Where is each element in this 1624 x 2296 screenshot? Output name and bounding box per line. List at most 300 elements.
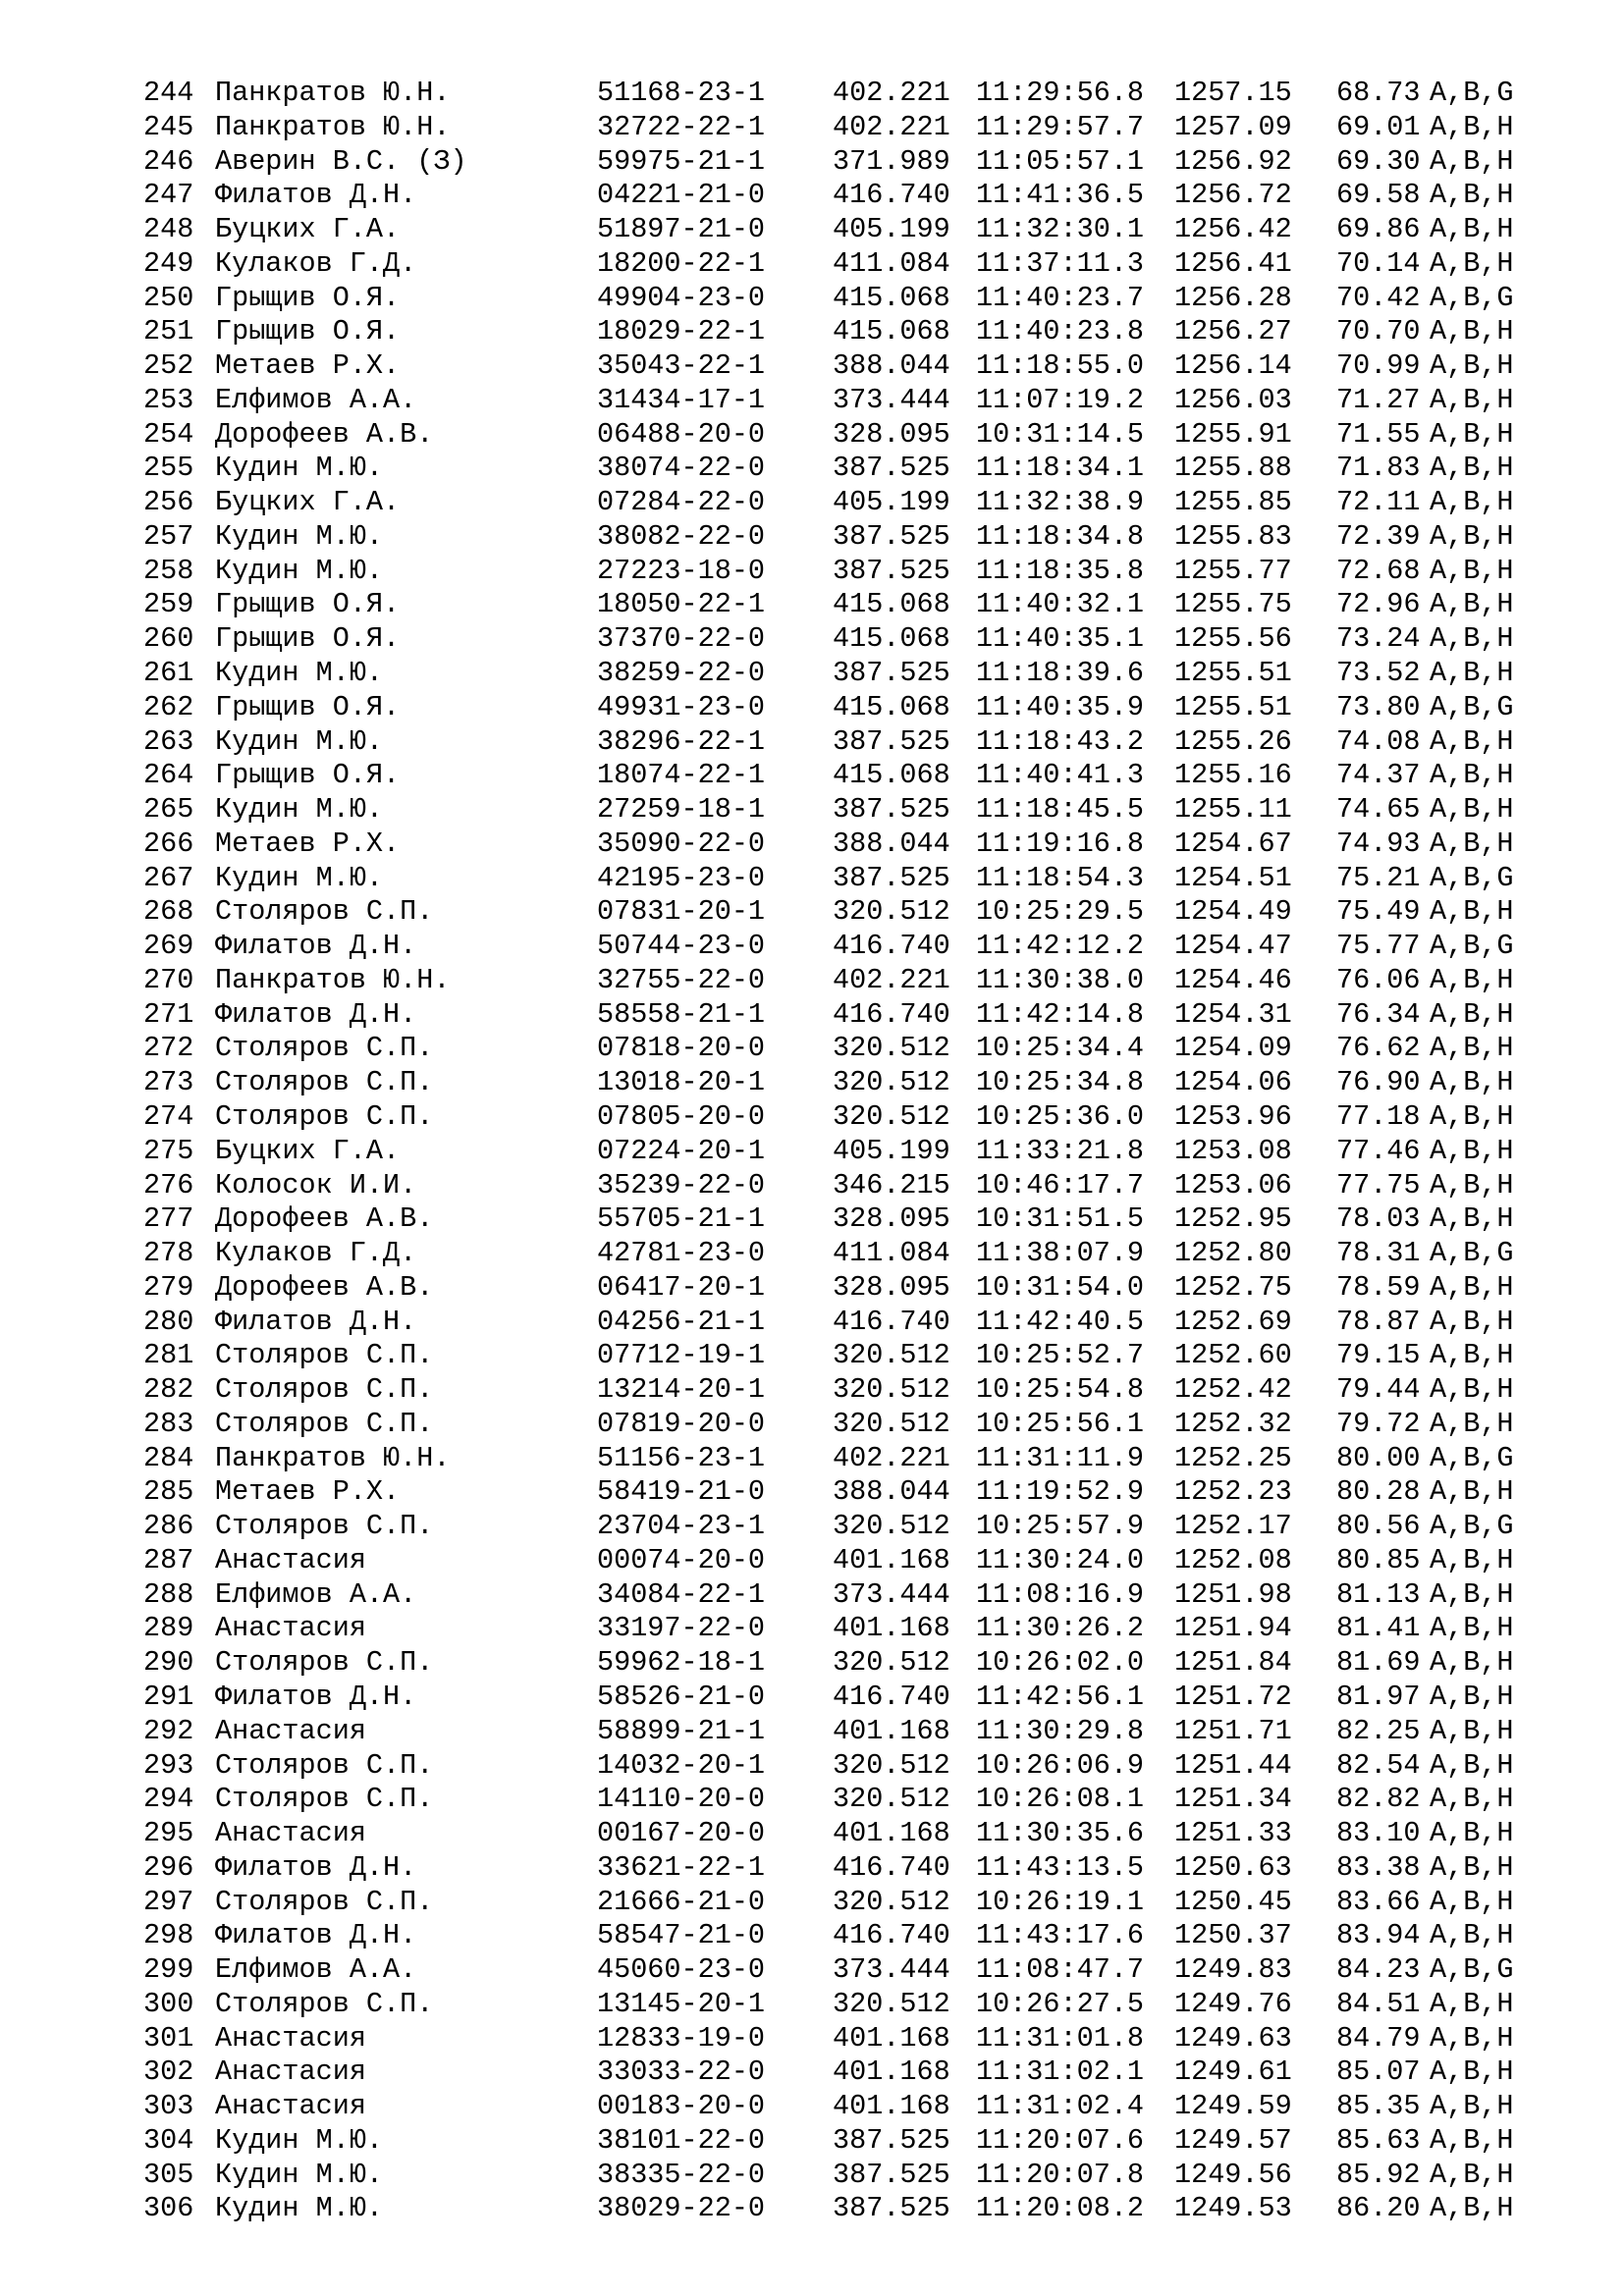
percent: 72.68	[1336, 554, 1421, 587]
categories: A,B,H	[1430, 1987, 1514, 2020]
ring-number: 38082-22-0	[597, 519, 766, 553]
fancier-name: Филатов Д.Н.	[215, 1680, 417, 1713]
distance: 402.221	[833, 77, 950, 109]
fancier-name: Анастасия	[215, 2056, 366, 2089]
fancier-name: Филатов Д.Н.	[215, 930, 417, 963]
categories: A,B,H	[1430, 2090, 1514, 2123]
percent: 75.49	[1336, 895, 1421, 929]
arrival-time: 11:18:34.8	[976, 519, 1145, 553]
categories: A,B,H	[1430, 1817, 1514, 1850]
fancier-name: Кудин М.Ю.	[215, 2192, 384, 2225]
arrival-time: 10:26:02.0	[976, 1646, 1145, 1680]
speed: 1252.80	[1174, 1237, 1292, 1270]
arrival-time: 11:32:38.9	[976, 486, 1145, 519]
distance: 320.512	[833, 1339, 950, 1372]
fancier-name: Дорофеев А.В.	[215, 1270, 434, 1304]
distance: 387.525	[833, 519, 950, 553]
percent: 80.28	[1336, 1475, 1421, 1509]
place-number: 294	[143, 1783, 194, 1816]
speed: 1256.92	[1174, 144, 1292, 178]
ring-number: 38029-22-0	[597, 2192, 766, 2225]
categories: A,B,H	[1430, 1680, 1514, 1713]
ring-number: 32755-22-0	[597, 963, 766, 996]
result-row	[143, 2124, 1538, 2159]
speed: 1252.69	[1174, 1305, 1292, 1338]
distance: 402.221	[833, 1441, 950, 1474]
fancier-name: Анастасия	[215, 1543, 366, 1576]
ring-number: 59975-21-1	[597, 144, 766, 178]
distance: 387.525	[833, 657, 950, 690]
place-number: 256	[143, 486, 194, 519]
categories: A,B,H	[1430, 2123, 1514, 2157]
speed: 1255.91	[1174, 417, 1292, 451]
place-number: 282	[143, 1373, 194, 1407]
speed: 1256.41	[1174, 246, 1292, 280]
ring-number: 55705-21-1	[597, 1202, 766, 1236]
place-number: 254	[143, 417, 194, 451]
ring-number: 14032-20-1	[597, 1748, 766, 1782]
result-row	[143, 1612, 1538, 1646]
distance: 373.444	[833, 383, 950, 416]
arrival-time: 11:18:55.0	[976, 349, 1145, 383]
categories: A,B,H	[1430, 1168, 1514, 1201]
percent: 78.59	[1336, 1270, 1421, 1304]
ring-number: 35239-22-0	[597, 1168, 766, 1201]
distance: 320.512	[833, 1407, 950, 1440]
distance: 328.095	[833, 417, 950, 451]
ring-number: 07224-20-1	[597, 1134, 766, 1167]
speed: 1250.45	[1174, 1885, 1292, 1918]
distance: 320.512	[833, 1783, 950, 1816]
fancier-name: Столяров С.П.	[215, 1987, 434, 2020]
categories: A,B,H	[1430, 2192, 1514, 2225]
fancier-name: Метаев Р.Х.	[215, 1475, 401, 1509]
percent: 69.30	[1336, 144, 1421, 178]
fancier-name: Метаев Р.Х.	[215, 827, 401, 860]
place-number: 291	[143, 1680, 194, 1713]
categories: A,B,H	[1430, 1714, 1514, 1747]
categories: A,B,G	[1430, 1237, 1514, 1270]
distance: 402.221	[833, 963, 950, 996]
fancier-name: Буцких Г.А.	[215, 486, 401, 519]
categories: A,B,H	[1430, 1099, 1514, 1133]
place-number: 266	[143, 827, 194, 860]
result-row	[143, 111, 1538, 145]
arrival-time: 11:40:35.9	[976, 690, 1145, 723]
fancier-name: Грыщив О.Я.	[215, 315, 401, 348]
distance: 405.199	[833, 213, 950, 246]
fancier-name: Метаев Р.Х.	[215, 349, 401, 383]
fancier-name: Столяров С.П.	[215, 1646, 434, 1680]
fancier-name: Елфимов А.А.	[215, 383, 417, 416]
ring-number: 33621-22-1	[597, 1850, 766, 1884]
arrival-time: 10:25:52.7	[976, 1339, 1145, 1372]
distance: 401.168	[833, 1612, 950, 1645]
categories: A,B,H	[1430, 315, 1514, 348]
arrival-time: 11:30:24.0	[976, 1543, 1145, 1576]
speed: 1253.06	[1174, 1168, 1292, 1201]
categories: A,B,H	[1430, 452, 1514, 485]
percent: 85.92	[1336, 2158, 1421, 2191]
categories: A,B,H	[1430, 622, 1514, 656]
categories: A,B,G	[1430, 1441, 1514, 1474]
percent: 81.13	[1336, 1577, 1421, 1611]
arrival-time: 11:37:11.3	[976, 246, 1145, 280]
result-row	[143, 1339, 1538, 1373]
result-row	[143, 793, 1538, 828]
ring-number: 38296-22-1	[597, 724, 766, 758]
categories: A,B,H	[1430, 1270, 1514, 1304]
result-row	[143, 315, 1538, 349]
speed: 1252.17	[1174, 1510, 1292, 1543]
result-row	[143, 657, 1538, 691]
arrival-time: 10:25:56.1	[976, 1407, 1145, 1440]
percent: 73.80	[1336, 690, 1421, 723]
arrival-time: 10:26:27.5	[976, 1987, 1145, 2020]
speed: 1255.51	[1174, 657, 1292, 690]
arrival-time: 10:25:34.4	[976, 1032, 1145, 1065]
percent: 79.72	[1336, 1407, 1421, 1440]
speed: 1255.16	[1174, 759, 1292, 792]
ring-number: 07818-20-0	[597, 1032, 766, 1065]
arrival-time: 11:30:38.0	[976, 963, 1145, 996]
fancier-name: Кудин М.Ю.	[215, 657, 384, 690]
percent: 83.94	[1336, 1919, 1421, 1952]
speed: 1252.42	[1174, 1373, 1292, 1407]
percent: 75.77	[1336, 930, 1421, 963]
categories: A,B,H	[1430, 1202, 1514, 1236]
arrival-time: 11:40:35.1	[976, 622, 1145, 656]
arrival-time: 11:08:47.7	[976, 1953, 1145, 1987]
place-number: 263	[143, 724, 194, 758]
speed: 1249.57	[1174, 2123, 1292, 2157]
fancier-name: Кулаков Г.Д.	[215, 1237, 417, 1270]
speed: 1255.77	[1174, 554, 1292, 587]
fancier-name: Анастасия	[215, 2021, 366, 2055]
ring-number: 13214-20-1	[597, 1373, 766, 1407]
percent: 81.41	[1336, 1612, 1421, 1645]
ring-number: 06488-20-0	[597, 417, 766, 451]
percent: 74.93	[1336, 827, 1421, 860]
place-number: 260	[143, 622, 194, 656]
categories: A,B,H	[1430, 657, 1514, 690]
place-number: 303	[143, 2090, 194, 2123]
categories: A,B,H	[1430, 1850, 1514, 1884]
result-row	[143, 77, 1538, 111]
place-number: 281	[143, 1339, 194, 1372]
ring-number: 35090-22-0	[597, 827, 766, 860]
distance: 405.199	[833, 1134, 950, 1167]
result-row	[143, 2159, 1538, 2193]
ring-number: 59962-18-1	[597, 1646, 766, 1680]
percent: 76.90	[1336, 1066, 1421, 1099]
place-number: 295	[143, 1817, 194, 1850]
speed: 1255.88	[1174, 452, 1292, 485]
arrival-time: 11:31:01.8	[976, 2021, 1145, 2055]
ring-number: 12833-19-0	[597, 2021, 766, 2055]
distance: 373.444	[833, 1953, 950, 1987]
fancier-name: Столяров С.П.	[215, 1099, 434, 1133]
arrival-time: 11:18:39.6	[976, 657, 1145, 690]
percent: 82.25	[1336, 1714, 1421, 1747]
ring-number: 58558-21-1	[597, 997, 766, 1031]
speed: 1249.53	[1174, 2192, 1292, 2225]
categories: A,B,H	[1430, 1373, 1514, 1407]
result-row	[143, 1373, 1538, 1408]
distance: 415.068	[833, 759, 950, 792]
categories: A,B,H	[1430, 179, 1514, 212]
percent: 76.62	[1336, 1032, 1421, 1065]
categories: A,B,H	[1430, 349, 1514, 383]
fancier-name: Столяров С.П.	[215, 1032, 434, 1065]
place-number: 274	[143, 1099, 194, 1133]
arrival-time: 11:18:45.5	[976, 793, 1145, 827]
percent: 71.83	[1336, 452, 1421, 485]
percent: 74.65	[1336, 793, 1421, 827]
place-number: 247	[143, 179, 194, 212]
categories: A,B,H	[1430, 827, 1514, 860]
fancier-name: Аверин В.С. (З)	[215, 144, 467, 178]
result-row	[143, 1237, 1538, 1271]
place-number: 285	[143, 1475, 194, 1509]
result-row	[143, 1475, 1538, 1510]
fancier-name: Дорофеев А.В.	[215, 417, 434, 451]
ring-number: 50744-23-0	[597, 930, 766, 963]
result-row	[143, 828, 1538, 862]
arrival-time: 11:18:43.2	[976, 724, 1145, 758]
fancier-name: Столяров С.П.	[215, 1783, 434, 1816]
fancier-name: Кудин М.Ю.	[215, 724, 384, 758]
ring-number: 33033-22-0	[597, 2056, 766, 2089]
speed: 1250.37	[1174, 1919, 1292, 1952]
distance: 416.740	[833, 930, 950, 963]
arrival-time: 10:25:57.9	[976, 1510, 1145, 1543]
place-number: 264	[143, 759, 194, 792]
speed: 1255.83	[1174, 519, 1292, 553]
percent: 68.73	[1336, 77, 1421, 109]
place-number: 284	[143, 1441, 194, 1474]
categories: A,B,H	[1430, 895, 1514, 929]
ring-number: 18050-22-1	[597, 588, 766, 621]
place-number: 270	[143, 963, 194, 996]
result-row	[143, 759, 1538, 793]
categories: A,B,H	[1430, 417, 1514, 451]
arrival-time: 11:29:57.7	[976, 110, 1145, 143]
arrival-time: 11:08:16.9	[976, 1577, 1145, 1611]
arrival-time: 11:19:16.8	[976, 827, 1145, 860]
result-row	[143, 1169, 1538, 1203]
speed: 1252.60	[1174, 1339, 1292, 1372]
arrival-time: 11:31:11.9	[976, 1441, 1145, 1474]
categories: A,B,G	[1430, 690, 1514, 723]
fancier-name: Кудин М.Ю.	[215, 793, 384, 827]
categories: A,B,H	[1430, 1646, 1514, 1680]
result-row	[143, 1032, 1538, 1066]
result-row	[143, 1919, 1538, 1953]
ring-number: 07284-22-0	[597, 486, 766, 519]
fancier-name: Кулаков Г.Д.	[215, 246, 417, 280]
result-row	[143, 930, 1538, 964]
place-number: 298	[143, 1919, 194, 1952]
arrival-time: 11:40:32.1	[976, 588, 1145, 621]
result-row	[143, 555, 1538, 589]
result-row	[143, 282, 1538, 316]
categories: A,B,H	[1430, 963, 1514, 996]
arrival-time: 11:18:54.3	[976, 861, 1145, 894]
distance: 416.740	[833, 179, 950, 212]
place-number: 290	[143, 1646, 194, 1680]
result-row	[143, 2090, 1538, 2124]
place-number: 277	[143, 1202, 194, 1236]
percent: 85.07	[1336, 2056, 1421, 2089]
percent: 74.08	[1336, 724, 1421, 758]
arrival-time: 11:42:56.1	[976, 1680, 1145, 1713]
distance: 371.989	[833, 144, 950, 178]
ring-number: 04221-21-0	[597, 179, 766, 212]
fancier-name: Панкратов Ю.Н.	[215, 77, 451, 109]
arrival-time: 11:42:40.5	[976, 1305, 1145, 1338]
distance: 388.044	[833, 349, 950, 383]
distance: 416.740	[833, 1305, 950, 1338]
fancier-name: Анастасия	[215, 2090, 366, 2123]
result-row	[143, 1135, 1538, 1169]
ring-number: 42781-23-0	[597, 1237, 766, 1270]
arrival-time: 11:31:02.4	[976, 2090, 1145, 2123]
ring-number: 13145-20-1	[597, 1987, 766, 2020]
categories: A,B,H	[1430, 213, 1514, 246]
percent: 71.27	[1336, 383, 1421, 416]
distance: 416.740	[833, 1850, 950, 1884]
ring-number: 14110-20-0	[597, 1783, 766, 1816]
distance: 416.740	[833, 1919, 950, 1952]
speed: 1252.08	[1174, 1543, 1292, 1576]
ring-number: 18074-22-1	[597, 759, 766, 792]
categories: A,B,H	[1430, 793, 1514, 827]
result-row	[143, 1783, 1538, 1817]
arrival-time: 11:05:57.1	[976, 144, 1145, 178]
categories: A,B,H	[1430, 2056, 1514, 2089]
percent: 77.18	[1336, 1099, 1421, 1133]
distance: 416.740	[833, 997, 950, 1031]
categories: A,B,H	[1430, 1066, 1514, 1099]
place-number: 251	[143, 315, 194, 348]
result-row	[143, 1749, 1538, 1784]
percent: 78.03	[1336, 1202, 1421, 1236]
categories: A,B,H	[1430, 1339, 1514, 1372]
ring-number: 38259-22-0	[597, 657, 766, 690]
categories: A,B,H	[1430, 1919, 1514, 1952]
arrival-time: 11:29:56.8	[976, 77, 1145, 109]
place-number: 275	[143, 1134, 194, 1167]
place-number: 286	[143, 1510, 194, 1543]
ring-number: 58547-21-0	[597, 1919, 766, 1952]
place-number: 262	[143, 690, 194, 723]
fancier-name: Буцких Г.А.	[215, 1134, 401, 1167]
ring-number: 00167-20-0	[597, 1817, 766, 1850]
speed: 1253.08	[1174, 1134, 1292, 1167]
ring-number: 18200-22-1	[597, 246, 766, 280]
distance: 346.215	[833, 1168, 950, 1201]
result-row	[143, 1817, 1538, 1851]
percent: 79.15	[1336, 1339, 1421, 1372]
categories: A,B,H	[1430, 144, 1514, 178]
percent: 72.96	[1336, 588, 1421, 621]
categories: A,B,G	[1430, 1953, 1514, 1987]
ring-number: 13018-20-1	[597, 1066, 766, 1099]
ring-number: 38335-22-0	[597, 2158, 766, 2191]
place-number: 269	[143, 930, 194, 963]
percent: 81.69	[1336, 1646, 1421, 1680]
ring-number: 51168-23-1	[597, 77, 766, 109]
ring-number: 35043-22-1	[597, 349, 766, 383]
percent: 76.34	[1336, 997, 1421, 1031]
result-row	[143, 1953, 1538, 1988]
categories: A,B,G	[1430, 281, 1514, 314]
arrival-time: 10:26:08.1	[976, 1783, 1145, 1816]
place-number: 259	[143, 588, 194, 621]
place-number: 301	[143, 2021, 194, 2055]
categories: A,B,H	[1430, 724, 1514, 758]
percent: 69.86	[1336, 213, 1421, 246]
categories: A,B,H	[1430, 519, 1514, 553]
percent: 77.75	[1336, 1168, 1421, 1201]
results-table	[143, 77, 1538, 2226]
ring-number: 07712-19-1	[597, 1339, 766, 1372]
speed: 1249.76	[1174, 1987, 1292, 2020]
arrival-time: 11:40:41.3	[976, 759, 1145, 792]
distance: 320.512	[833, 1885, 950, 1918]
place-number: 306	[143, 2192, 194, 2225]
speed: 1256.14	[1174, 349, 1292, 383]
categories: A,B,H	[1430, 588, 1514, 621]
fancier-name: Столяров С.П.	[215, 1373, 434, 1407]
ring-number: 23704-23-1	[597, 1510, 766, 1543]
percent: 72.11	[1336, 486, 1421, 519]
result-row	[143, 1066, 1538, 1100]
arrival-time: 11:07:19.2	[976, 383, 1145, 416]
distance: 388.044	[833, 827, 950, 860]
arrival-time: 11:18:35.8	[976, 554, 1145, 587]
fancier-name: Столяров С.П.	[215, 1407, 434, 1440]
categories: A,B,H	[1430, 2021, 1514, 2055]
result-row	[143, 247, 1538, 282]
categories: A,B,H	[1430, 554, 1514, 587]
speed: 1255.75	[1174, 588, 1292, 621]
place-number: 265	[143, 793, 194, 827]
ring-number: 32722-22-1	[597, 110, 766, 143]
speed: 1249.63	[1174, 2021, 1292, 2055]
speed: 1254.06	[1174, 1066, 1292, 1099]
ring-number: 49904-23-0	[597, 281, 766, 314]
categories: A,B,H	[1430, 1305, 1514, 1338]
result-row	[143, 486, 1538, 520]
place-number: 278	[143, 1237, 194, 1270]
distance: 320.512	[833, 1032, 950, 1065]
speed: 1251.98	[1174, 1577, 1292, 1611]
distance: 320.512	[833, 1099, 950, 1133]
place-number: 248	[143, 213, 194, 246]
distance: 401.168	[833, 2090, 950, 2123]
distance: 328.095	[833, 1202, 950, 1236]
categories: A,B,H	[1430, 1475, 1514, 1509]
arrival-time: 11:43:17.6	[976, 1919, 1145, 1952]
percent: 83.38	[1336, 1850, 1421, 1884]
fancier-name: Панкратов Ю.Н.	[215, 1441, 451, 1474]
speed: 1252.23	[1174, 1475, 1292, 1509]
speed: 1253.96	[1174, 1099, 1292, 1133]
result-row	[143, 1886, 1538, 1920]
arrival-time: 11:42:12.2	[976, 930, 1145, 963]
